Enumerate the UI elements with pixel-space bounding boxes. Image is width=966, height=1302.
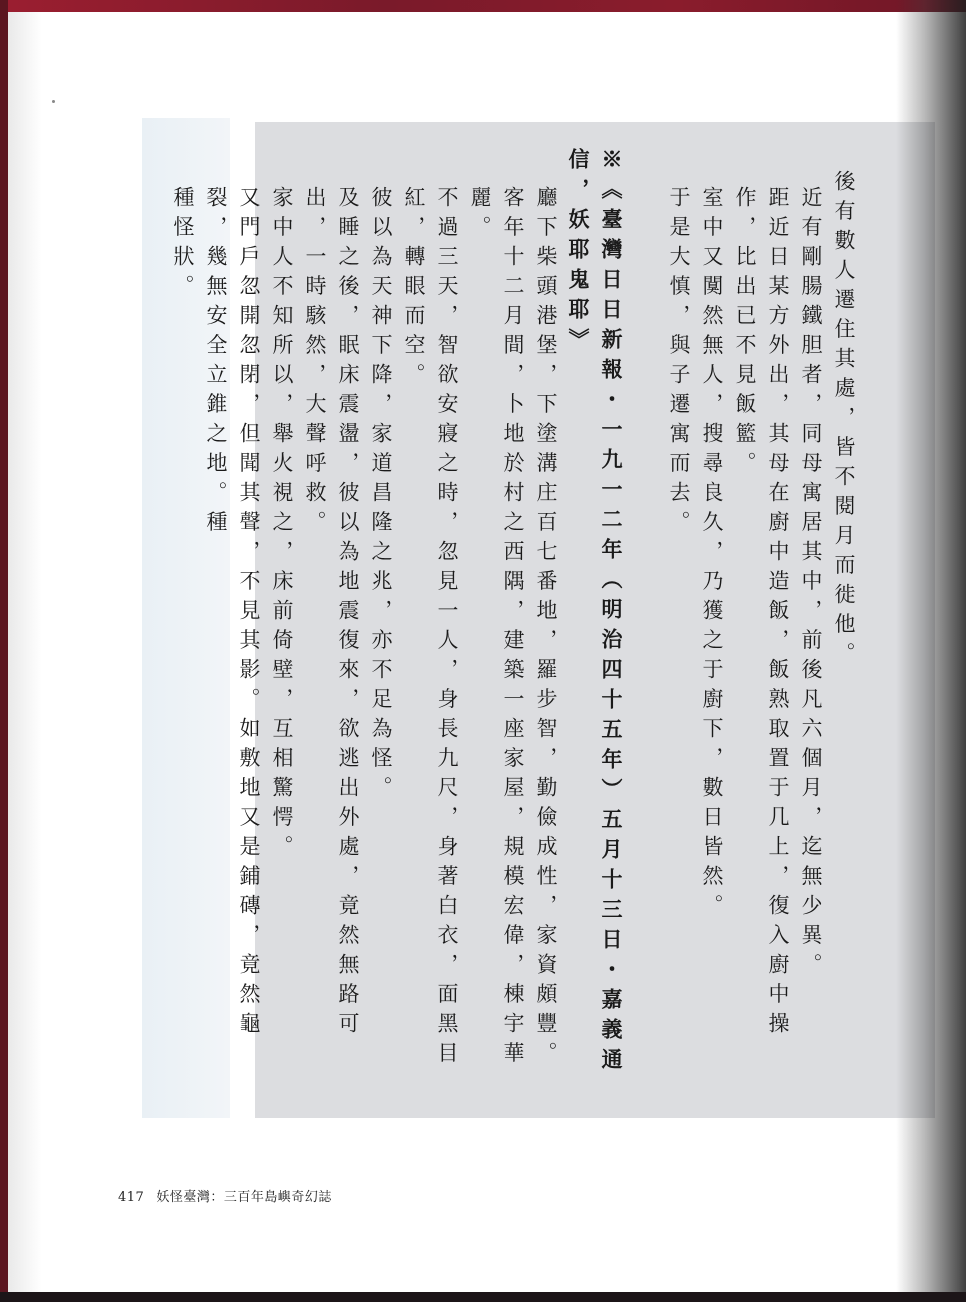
text-line: 近有剛腸鐵胆者，同母寓居其中，前後凡六個月，迄無少異。 — [799, 186, 823, 983]
column-gap — [628, 186, 662, 1086]
page-number: 417 — [118, 1190, 145, 1205]
text-line: 及睡之後，眠床震盪，彼以為地震復來，欲逃出外處，竟然無路可出，一時駭然，大聲呼救。 — [303, 186, 360, 1042]
text-line: 距近日某方外出，其母在廚中造飯，飯熟取置于几上，復入廚中操作，比出已不見飯籃。 — [733, 186, 790, 1042]
scan-edge-right — [896, 0, 966, 1302]
text-line: 後有數人遷住其處，皆不閱月而徙他。 — [832, 170, 856, 672]
text-line: 于是大慎，與子遷寓而去。 — [667, 186, 691, 540]
page-binding-shade — [8, 12, 42, 1292]
text-line: 不過三天，智欲安寢之時，忽見一人，身長九尺，身著白衣，面黑目紅，轉眼而空。 — [402, 186, 459, 1071]
source-heading: ※《臺灣日日新報・一九一二年（明治四十五年）五月十三日・嘉義通信，妖耶鬼耶》 — [566, 148, 624, 1078]
vertical-text-block — [171, 148, 860, 1086]
running-title: 妖怪臺灣：三百年島嶼奇幻誌 — [156, 1190, 332, 1205]
scan-speck — [52, 100, 55, 103]
text-line: 室中又闃然無人，搜尋良久，乃獲之于廚下，數日皆然。 — [700, 186, 724, 924]
text-line: 家中人不知所以，舉火視之，床前倚壁，互相驚愕。 — [270, 186, 294, 865]
text-line: 彼以為天神下降，家道昌隆之兆，亦不足為怪。 — [369, 186, 393, 806]
text-line: 又門戶忽開忽閉，但聞其聲，不見其影。如敷地又是鋪磚，竟然龜裂，幾無安全立錐之地。種 — [204, 186, 261, 1042]
scan-edge-left — [0, 0, 8, 1302]
scan-edge-top — [0, 0, 966, 12]
text-line: 客年十二月間，卜地於村之西隅，建築一座家屋，規模宏偉，棟宇華麗。 — [468, 186, 525, 1071]
scan-edge-bottom — [0, 1292, 966, 1302]
text-line: 種怪狀。 — [171, 186, 195, 304]
page-footer — [118, 1186, 332, 1205]
text-line: 廳下柴頭港堡，下塗溝庄百七番地，羅步智，勤儉成性，家資頗豐。 — [534, 186, 558, 1071]
